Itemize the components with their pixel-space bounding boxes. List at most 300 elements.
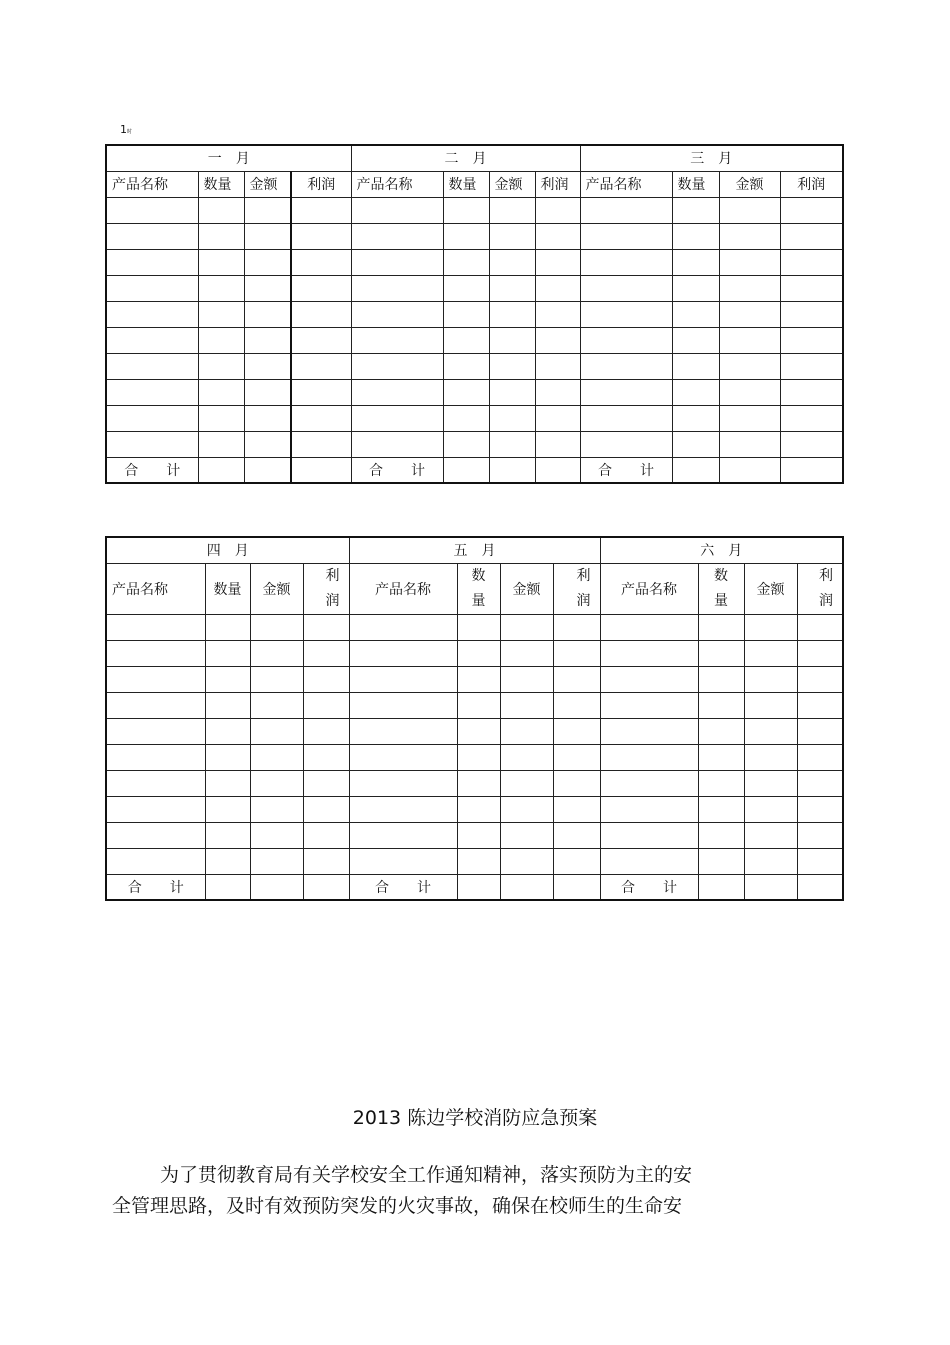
table-cell [672, 431, 719, 457]
table-cell [291, 223, 351, 249]
table-cell [250, 692, 303, 718]
table-cell [797, 718, 843, 744]
page-number-value: 1 [120, 123, 127, 136]
table-cell [198, 327, 244, 353]
table-cell [489, 431, 535, 457]
table-row [106, 379, 843, 405]
table-cell [500, 666, 553, 692]
table-cell [443, 275, 489, 301]
table-cell [351, 197, 443, 223]
table-cell [580, 275, 672, 301]
col-header-amount: 金额 [250, 563, 303, 614]
table-cell [291, 379, 351, 405]
table-cell [457, 822, 500, 848]
table-row [106, 431, 843, 457]
table-cell [535, 379, 580, 405]
table-cell [780, 327, 843, 353]
table-cell [205, 770, 250, 796]
table-cell [205, 796, 250, 822]
table-cell [719, 431, 780, 457]
table-cell [291, 353, 351, 379]
table-cell [205, 848, 250, 874]
table-cell [351, 353, 443, 379]
table-cell [698, 770, 744, 796]
total-label: 合 计 [106, 457, 198, 483]
table-cell [672, 405, 719, 431]
col-header-qty: 数量 [205, 563, 250, 614]
table-cell [744, 666, 797, 692]
table-cell [500, 744, 553, 770]
month-header: 二 月 [351, 145, 580, 171]
table-cell [198, 223, 244, 249]
table-cell [106, 718, 205, 744]
stacked-char: 润 [576, 592, 591, 609]
col-header-profit [303, 563, 349, 614]
col-header-product: 产品名称 [600, 563, 698, 614]
table-cell [106, 640, 205, 666]
table-row [106, 223, 843, 249]
table-cell [553, 874, 600, 900]
table-cell [719, 327, 780, 353]
total-label: 合 计 [580, 457, 672, 483]
table-row [106, 197, 843, 223]
table-cell [106, 223, 198, 249]
table-cell [797, 614, 843, 640]
table-cell [489, 301, 535, 327]
table-cell [797, 848, 843, 874]
table-cell [500, 692, 553, 718]
table-cell [698, 614, 744, 640]
total-label: 合 计 [351, 457, 443, 483]
table-cell [672, 353, 719, 379]
table-row [106, 796, 843, 822]
table-cell [489, 249, 535, 275]
col-header-qty: 数量 [672, 171, 719, 197]
table-cell [198, 431, 244, 457]
table-cell [250, 640, 303, 666]
table-cell [672, 379, 719, 405]
table-cell [198, 249, 244, 275]
table-cell [349, 848, 457, 874]
table-cell [600, 770, 698, 796]
col-header-product: 产品名称 [106, 563, 205, 614]
table-cell [291, 431, 351, 457]
table-cell [351, 249, 443, 275]
col-header-amount: 金额 [500, 563, 553, 614]
table-row [106, 614, 843, 640]
table-cell [205, 614, 250, 640]
table-cell [244, 457, 291, 483]
table-cell [780, 197, 843, 223]
table-cell [489, 275, 535, 301]
table-cell [600, 822, 698, 848]
table-cell [291, 197, 351, 223]
table-cell [500, 874, 553, 900]
table-cell [535, 301, 580, 327]
table-cell [719, 457, 780, 483]
table-cell [719, 405, 780, 431]
stacked-char: 利 [819, 567, 833, 584]
table-cell [698, 666, 744, 692]
table-cell [303, 692, 349, 718]
table-cell [698, 796, 744, 822]
table-cell [780, 223, 843, 249]
table-cell [250, 874, 303, 900]
table-cell [500, 822, 553, 848]
table-cell [672, 275, 719, 301]
table-cell [351, 379, 443, 405]
table-cell [303, 744, 349, 770]
table-cell [744, 692, 797, 718]
table-cell [303, 718, 349, 744]
sales-table-q2 [105, 536, 844, 901]
table-cell [250, 796, 303, 822]
table-cell [600, 848, 698, 874]
table-cell [580, 197, 672, 223]
table-cell [744, 848, 797, 874]
table-cell [198, 405, 244, 431]
total-label: 合 计 [349, 874, 457, 900]
table-cell [553, 692, 600, 718]
table-cell [672, 197, 719, 223]
body-paragraph [112, 1160, 788, 1222]
table-cell [351, 223, 443, 249]
table-cell [553, 666, 600, 692]
table-cell [351, 275, 443, 301]
table-cell [106, 796, 205, 822]
table-cell [351, 431, 443, 457]
table-body [106, 197, 843, 457]
table-cell [106, 197, 198, 223]
table-cell [244, 197, 291, 223]
table-cell [443, 301, 489, 327]
table-cell [106, 249, 198, 275]
month-header: 六 月 [600, 537, 843, 563]
total-label: 合 计 [106, 874, 205, 900]
table-cell [744, 822, 797, 848]
document-title: 2013 陈边学校消防应急预案 [352, 1107, 598, 1129]
table-cell [457, 848, 500, 874]
month-header: 四 月 [106, 537, 349, 563]
table-cell [198, 197, 244, 223]
table-cell [600, 614, 698, 640]
table-cell [600, 796, 698, 822]
table-cell [349, 744, 457, 770]
table-cell [719, 353, 780, 379]
table-cell [535, 249, 580, 275]
table-cell [205, 822, 250, 848]
table-cell [600, 692, 698, 718]
month-header: 三 月 [580, 145, 843, 171]
table-row [106, 249, 843, 275]
table-cell [205, 744, 250, 770]
table-cell [535, 405, 580, 431]
table-cell [106, 744, 205, 770]
table-cell [535, 353, 580, 379]
table-cell [797, 874, 843, 900]
table-cell [698, 848, 744, 874]
table-cell [303, 796, 349, 822]
table-cell [457, 718, 500, 744]
table-cell [303, 640, 349, 666]
table-cell [780, 457, 843, 483]
table-cell [580, 223, 672, 249]
table-cell [349, 692, 457, 718]
table-cell [244, 431, 291, 457]
table-cell [744, 640, 797, 666]
table-cell [719, 249, 780, 275]
month-header: 五 月 [349, 537, 600, 563]
col-header-qty [698, 563, 744, 614]
table-cell [489, 353, 535, 379]
col-header-profit: 利润 [535, 171, 580, 197]
table-cell [457, 744, 500, 770]
col-header-qty: 数量 [443, 171, 489, 197]
stacked-char: 数 [471, 567, 486, 584]
table-cell [580, 249, 672, 275]
table-cell [303, 614, 349, 640]
table-cell [797, 744, 843, 770]
table-cell [535, 327, 580, 353]
table-cell [198, 379, 244, 405]
table-cell [303, 822, 349, 848]
table-cell [553, 614, 600, 640]
table-cell [719, 223, 780, 249]
table-cell [489, 405, 535, 431]
table-cell [744, 744, 797, 770]
table-cell [205, 874, 250, 900]
table-cell [106, 275, 198, 301]
stacked-char: 数 [714, 567, 728, 584]
table-cell [719, 301, 780, 327]
table-row [106, 822, 843, 848]
table-cell [698, 692, 744, 718]
col-header-profit: 利润 [291, 171, 351, 197]
table-cell [500, 718, 553, 744]
table-cell [797, 692, 843, 718]
table-cell [672, 301, 719, 327]
table-cell [553, 640, 600, 666]
table-row [106, 848, 843, 874]
table-cell [580, 431, 672, 457]
table-cell [744, 614, 797, 640]
table-cell [698, 744, 744, 770]
table-row [106, 353, 843, 379]
col-header-profit [797, 563, 843, 614]
table-row [106, 275, 843, 301]
table-row [106, 770, 843, 796]
table-cell [250, 614, 303, 640]
col-header-amount: 金额 [719, 171, 780, 197]
table-cell [244, 301, 291, 327]
table-cell [106, 848, 205, 874]
table-cell [780, 379, 843, 405]
table-cell [780, 353, 843, 379]
table-cell [580, 301, 672, 327]
table-cell [250, 770, 303, 796]
stacked-char: 利 [325, 567, 340, 584]
table-cell [198, 301, 244, 327]
table-cell [698, 718, 744, 744]
table-cell [500, 640, 553, 666]
col-header-product: 产品名称 [349, 563, 457, 614]
table-cell [580, 327, 672, 353]
paragraph-line: 全管理思路，及时有效预防突发的火灾事故，确保在校师生的生命安 [112, 1195, 683, 1217]
table-cell [744, 796, 797, 822]
table-cell [698, 640, 744, 666]
table-cell [198, 275, 244, 301]
table-cell [535, 223, 580, 249]
table-cell [106, 666, 205, 692]
table-cell [349, 718, 457, 744]
table-cell [553, 822, 600, 848]
table-cell [698, 874, 744, 900]
table-cell [443, 327, 489, 353]
table-cell [205, 718, 250, 744]
table-cell [106, 379, 198, 405]
table-cell [106, 692, 205, 718]
table-cell [106, 327, 198, 353]
table-cell [250, 744, 303, 770]
table-row [106, 640, 843, 666]
col-header-product: 产品名称 [580, 171, 672, 197]
col-header-profit [553, 563, 600, 614]
table-cell [719, 275, 780, 301]
table-cell [443, 379, 489, 405]
table-cell [457, 770, 500, 796]
table-cell [349, 666, 457, 692]
table-body [106, 614, 843, 874]
table-cell [291, 301, 351, 327]
table-cell [797, 666, 843, 692]
table-cell [489, 457, 535, 483]
table-cell [553, 718, 600, 744]
table-cell [553, 848, 600, 874]
col-header-profit: 利润 [780, 171, 843, 197]
table-cell [489, 327, 535, 353]
table-cell [489, 197, 535, 223]
page-number-suffix: 时 [127, 129, 133, 135]
table-cell [106, 822, 205, 848]
col-header-product: 产品名称 [351, 171, 443, 197]
col-header-amount: 金额 [744, 563, 797, 614]
table-cell [457, 640, 500, 666]
table-cell [535, 197, 580, 223]
col-header-product: 产品名称 [106, 171, 198, 197]
table-cell [500, 614, 553, 640]
table-cell [106, 614, 205, 640]
table-cell [291, 275, 351, 301]
table-cell [672, 249, 719, 275]
table-cell [535, 457, 580, 483]
table-cell [303, 848, 349, 874]
table-cell [797, 770, 843, 796]
col-header-qty: 数量 [198, 171, 244, 197]
table-cell [535, 275, 580, 301]
table-cell [672, 223, 719, 249]
table-row [106, 718, 843, 744]
table-cell [553, 744, 600, 770]
table-cell [303, 770, 349, 796]
table-cell [500, 848, 553, 874]
table-cell [719, 379, 780, 405]
table-cell [672, 457, 719, 483]
table-cell [780, 405, 843, 431]
table-cell [349, 822, 457, 848]
table-cell [553, 770, 600, 796]
table-cell [443, 223, 489, 249]
table-cell [780, 275, 843, 301]
table-cell [244, 379, 291, 405]
table-cell [797, 640, 843, 666]
table-cell [106, 301, 198, 327]
table-cell [443, 405, 489, 431]
table-cell [198, 353, 244, 379]
table-cell [672, 327, 719, 353]
table-cell [303, 874, 349, 900]
table-cell [205, 666, 250, 692]
table-cell [291, 249, 351, 275]
table-row [106, 301, 843, 327]
col-header-amount: 金额 [244, 171, 291, 197]
table-cell [457, 692, 500, 718]
table-cell [600, 744, 698, 770]
table-cell [205, 692, 250, 718]
stacked-char: 利 [576, 567, 591, 584]
table-row [106, 666, 843, 692]
table-cell [351, 327, 443, 353]
table-cell [744, 718, 797, 744]
table-cell [500, 770, 553, 796]
table-cell [250, 666, 303, 692]
table-cell [797, 796, 843, 822]
col-header-amount: 金额 [489, 171, 535, 197]
table-cell [443, 457, 489, 483]
table-cell [698, 822, 744, 848]
table-row [106, 405, 843, 431]
month-header: 一 月 [106, 145, 351, 171]
table-cell [106, 770, 205, 796]
table-cell [351, 405, 443, 431]
total-label: 合 计 [600, 874, 698, 900]
stacked-char: 量 [471, 592, 486, 609]
page-number [120, 124, 132, 138]
table-cell [457, 666, 500, 692]
table-cell [443, 249, 489, 275]
table-row [106, 744, 843, 770]
table-cell [600, 640, 698, 666]
table-cell [244, 249, 291, 275]
table-cell [198, 457, 244, 483]
table-cell [744, 874, 797, 900]
table-cell [500, 796, 553, 822]
table-cell [443, 197, 489, 223]
table-row [106, 327, 843, 353]
table-cell [600, 718, 698, 744]
table-row [106, 692, 843, 718]
paragraph-line: 为了贯彻教育局有关学校安全工作通知精神，落实预防为主的安 [160, 1164, 693, 1186]
table-cell [250, 718, 303, 744]
table-cell [553, 796, 600, 822]
table-cell [489, 223, 535, 249]
table-cell [457, 614, 500, 640]
table-cell [600, 666, 698, 692]
stacked-char: 量 [714, 592, 728, 609]
table-cell [244, 223, 291, 249]
col-header-qty [457, 563, 500, 614]
table-cell [744, 770, 797, 796]
table-cell [351, 301, 443, 327]
